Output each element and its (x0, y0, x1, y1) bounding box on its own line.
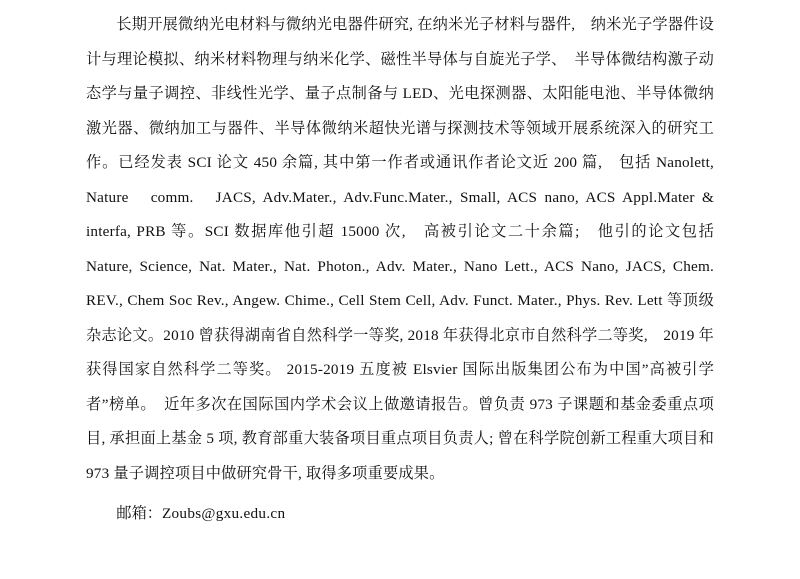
bio-paragraph: 长期开展微纳光电材料与微纳光电器件研究, 在纳米光子材料与器件, 纳米光子学器件设计与理论模拟、纳米材料物理与纳米化学、磁性半导体与自旋光子学、 半导体微结构激子动态学与量子调控、非线性光学、量子点制备与 LED、光电探测器、太阳能电池、半导体微纳激光器、微纳加工与器件、半导体微纳米超快光谱与探测技术等领域开展系统深入的研究工作。已经发表 SCI 论文 450 余篇, 其中第一作者或通讯作者论文近 200 篇, 包括 Nanolett, Nature comm. JACS, Adv.Mater., Adv.Func.Mater., Small, ACS nano, ACS Appl.Mater & interfa, PRB 等。SCI 数据库他引超 15000 次, 高被引论文二十余篇; 他引的论文包括 Nature, Science, Nat. Mater., Nat. Photon., Adv. Mater., Nano Lett., ACS Nano, JACS, Chem. REV., Chem Soc Rev., Angew. Chime., Cell Stem Cell, Adv. Funct. Mater., Phys. Rev. Lett 等顶级杂志论文。2010 曾获得湖南省自然科学一等奖, 2018 年获得北京市自然科学二等奖, 2019 年获得国家自然科学二等奖。 2015-2019 五度被 Elsvier 国际出版集团公布为中国”高被引学者”榜单。 近年多次在国际国内学术会议上做邀请报告。曾负责 973 子课题和基金委重点项目, 承担面上基金 5 项, 教育部重大装备项目重点项目负责人; 曾在科学院创新工程重大项目和 973 量子调控项目中做研究骨干, 取得多项重要成果。 (86, 16, 730, 482)
contact-line (86, 497, 714, 532)
email-label: 邮箱： (116, 505, 162, 522)
email-address: Zoubs@gxu.edu.cn (161, 505, 286, 522)
